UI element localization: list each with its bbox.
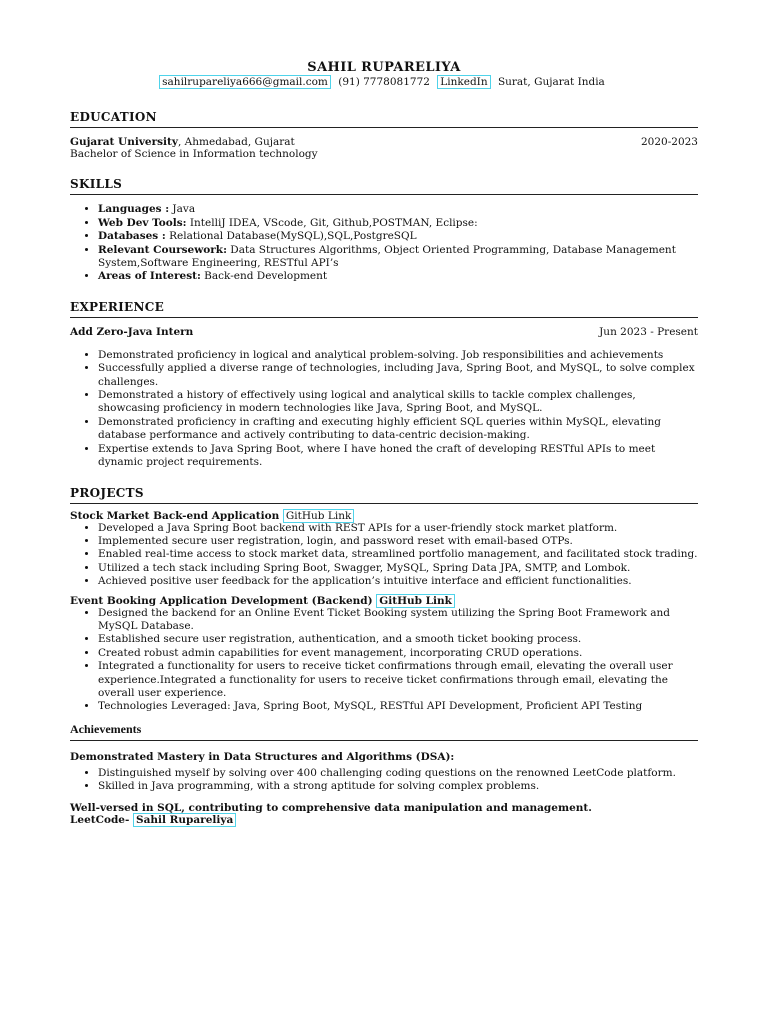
list-item: • Created robust admin capabilities for event management, incorporating CRUD operations.	[98, 647, 698, 660]
phone-text: (91) 7778081772	[338, 76, 430, 88]
degree-text: Bachelor of Science in Information technology	[70, 148, 318, 160]
projects-heading: PROJECTS	[70, 486, 698, 504]
education-school-line	[70, 136, 295, 148]
achievements-list	[70, 767, 698, 794]
experience-row	[70, 326, 698, 338]
project-title: Stock Market Back-end Application GitHub Link	[70, 510, 698, 522]
list-item: • Distinguished myself by solving over 400 challenging coding questions on the renowned LeetCode platform.	[98, 767, 698, 780]
linkedin-link[interactable]: LinkedIn	[437, 75, 490, 89]
github-link[interactable]: GitHub Link	[376, 594, 455, 608]
list-item: • Areas of Interest: Back-end Development	[98, 270, 698, 283]
list-item: • Demonstrated proficiency in logical and analytical problem-solving. Job responsibilities and achievements	[98, 349, 698, 362]
github-link[interactable]: GitHub Link	[283, 509, 354, 523]
list-item: • Technologies Leveraged: Java, Spring Boot, MySQL, RESTful API Development, Proficient API Testing	[98, 700, 698, 713]
dsa-heading: Demonstrated Mastery in Data Structures and Algorithms (DSA):	[70, 750, 455, 763]
skills-list	[70, 203, 698, 283]
list-item: • Languages : Java	[98, 203, 698, 216]
list-item: • Successfully applied a diverse range of technologies, including Java, Spring Boot, and MySQL, to solve complex challenges.	[98, 362, 698, 389]
email-link[interactable]: sahilrupareliya666@gmail.com	[159, 75, 331, 89]
experience-dates: Jun 2023 - Present	[599, 325, 698, 338]
experience-list	[70, 349, 698, 470]
project-list	[70, 607, 698, 714]
sql-line: Well-versed in SQL, contributing to comprehensive data manipulation and management.	[70, 801, 592, 814]
leetcode-line	[70, 814, 698, 827]
location-text: Surat, Gujarat India	[497, 76, 605, 88]
list-item: • Established secure user registration, authentication, and a smooth ticket booking process.	[98, 633, 698, 646]
achievements-heading: Achievements	[70, 722, 698, 741]
list-item: • Enabled real-time access to stock market data, streamlined portfolio management, and facilitated stock trading.	[98, 548, 698, 561]
leetcode-profile-link[interactable]: Sahil Rupareliya	[133, 813, 236, 827]
education-row	[70, 136, 698, 148]
list-item: • Demonstrated proficiency in crafting and executing highly efficient SQL queries within MySQL, elevating database performance and actively contributing to data-centric decision-making.	[98, 416, 698, 443]
leetcode-label: LeetCode-	[70, 813, 130, 826]
list-item: • Skilled in Java programming, with a strong aptitude for solving complex problems.	[98, 780, 698, 793]
experience-heading: EXPERIENCE	[70, 300, 698, 318]
candidate-name: SAHIL RUPARELIYA	[307, 60, 461, 75]
project-list	[70, 522, 698, 589]
list-item: • Designed the backend for an Online Event Ticket Booking system utilizing the Spring Boot Framework and MySQL Database.	[98, 607, 698, 634]
list-item: • Developed a Java Spring Boot backend with REST APIs for a user-friendly stock market platform.	[98, 522, 698, 535]
school-place: , Ahmedabad, Gujarat	[178, 136, 295, 148]
list-item: • Integrated a functionality for users to receive ticket confirmations through email, elevating the overall user experience.Integrated a functionality for users to receive ticket confirmations through email, elevating the overall user experience.	[98, 660, 698, 700]
list-item: • Demonstrated a history of effectively using logical and analytical skills to tackle complex challenges, showcasing proficiency in modern technologies like Java, Spring Boot, and MySQL.	[98, 389, 698, 416]
list-item: • Web Dev Tools: IntelliJ IDEA, VScode, Git, Github,POSTMAN, Eclipse:	[98, 217, 698, 230]
list-item: • Implemented secure user registration, login, and password reset with email-based OTPs.	[98, 535, 698, 548]
list-item: • Databases : Relational Database(MySQL),SQL,PostgreSQL	[98, 230, 698, 243]
list-item: • Relevant Coursework: Data Structures Algorithms, Object Oriented Programming, Database Management System,Software Engineering, RESTful API’s	[98, 244, 698, 271]
project-title: Event Booking Application Development (Backend) GitHub Link	[70, 595, 698, 607]
skills-heading: SKILLS	[70, 177, 698, 195]
contact-line	[70, 76, 698, 88]
list-item: • Utilized a tech stack including Spring Boot, Swagger, MySQL, Spring Data JPA, SMTP, and Lombok.	[98, 562, 698, 575]
list-item: • Achieved positive user feedback for the application’s intuitive interface and efficient functionalities.	[98, 575, 698, 588]
education-years: 2020-2023	[641, 136, 698, 148]
list-item: • Expertise extends to Java Spring Boot, where I have honed the craft of developing RESTful APIs to meet dynamic project requirements.	[98, 443, 698, 470]
experience-role: Add Zero-Java Intern	[70, 325, 194, 338]
school-name: Gujarat University	[70, 136, 178, 148]
resume-page	[70, 60, 698, 827]
education-heading: EDUCATION	[70, 110, 698, 128]
